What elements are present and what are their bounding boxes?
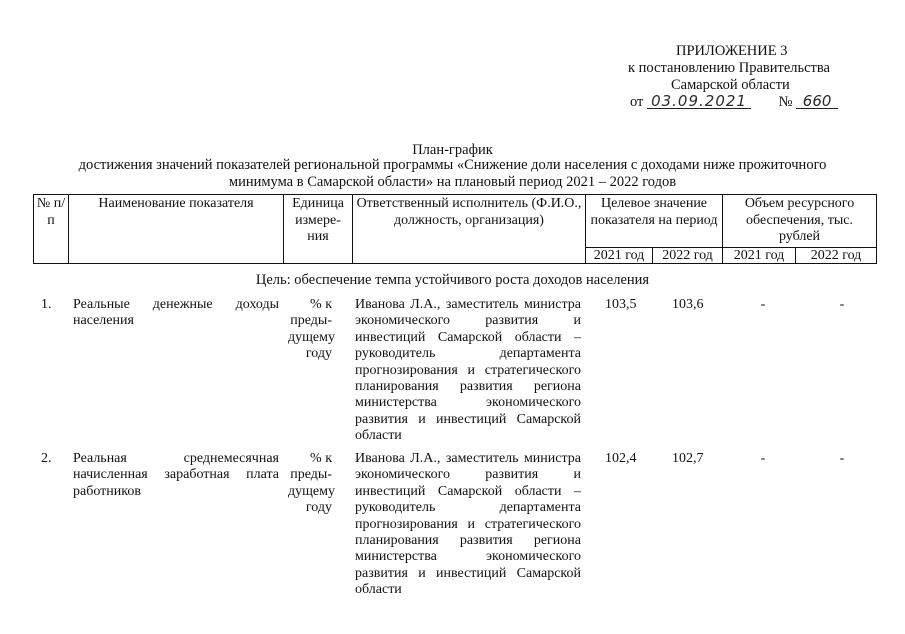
- goal-row: Цель: обеспечение темпа устойчивого роста доходов населения: [255, 272, 650, 288]
- number-prefix: №: [778, 94, 793, 110]
- target-2021: 102,4: [605, 451, 637, 466]
- header-year: 2022 год: [653, 247, 723, 263]
- header-unit: Единица измере-ния: [284, 195, 353, 264]
- target-2022: 102,7: [672, 451, 704, 466]
- header-target: Целевое значение показателя на период: [586, 195, 723, 248]
- header-responsible: Ответственный исполнитель (Ф.И.О., должность, организация): [353, 195, 586, 264]
- target-2022: 103,6: [672, 297, 704, 312]
- indicator-name: Реальная среднемесячная начисленная заработная плата работников: [73, 451, 279, 499]
- indicator-name: Реальные денежные доходы населения: [73, 297, 279, 329]
- header-num: № п/п: [34, 195, 69, 264]
- unit-of-measure: % к преды-дущему году: [288, 451, 335, 516]
- appendix-line2: Самарской области: [671, 77, 790, 93]
- resources-2021: -: [760, 297, 766, 312]
- resources-2022: -: [839, 297, 845, 312]
- appendix-title: ПРИЛОЖЕНИЕ 3: [676, 43, 788, 59]
- appendix-block: [600, 43, 855, 111]
- target-2021: 103,5: [605, 297, 637, 312]
- unit-of-measure: % к преды-дущему году: [288, 297, 335, 362]
- header-year: 2022 год: [796, 247, 877, 263]
- header-year: 2021 год: [586, 247, 653, 263]
- resources-2021: -: [760, 451, 766, 466]
- handwritten-number: 660: [796, 94, 838, 109]
- document-subtitle-line2: минимума в Самарской области» на плановый период 2021 – 2022 годов: [228, 174, 677, 190]
- date-prefix: от: [630, 94, 644, 110]
- header-name: Наименование показателя: [69, 195, 284, 264]
- document-title: План-график: [412, 142, 493, 158]
- document-subtitle-line1: достижения значений показателей региональной программы «Снижение доли населения с доходами ниже прожиточного: [78, 157, 827, 173]
- plan-table-header: [33, 194, 877, 264]
- responsible-person: Иванова Л.А., заместитель министра экономического развития и инвестиций Самарской области – руководитель департамента прогнозирования и стратегического планирования развития региона министерства экономического развития и инвестиций Самарской области: [355, 297, 581, 444]
- resources-2022: -: [839, 451, 845, 466]
- header-year: 2021 год: [723, 247, 796, 263]
- appendix-line1: к постановлению Правительства: [628, 60, 830, 76]
- appendix-date-line: [630, 94, 855, 111]
- row-number: 2.: [41, 451, 52, 466]
- row-number: 1.: [41, 297, 52, 312]
- header-resources: Объем ресурсного обеспечения, тыс. рублей: [723, 195, 877, 248]
- responsible-person: Иванова Л.А., заместитель министра экономического развития и инвестиций Самарской области – руководитель департамента прогнозирования и стратегического планирования развития региона министерства экономического развития и инвестиций Самарской области: [355, 451, 581, 598]
- handwritten-date: 03.09.2021: [647, 94, 751, 109]
